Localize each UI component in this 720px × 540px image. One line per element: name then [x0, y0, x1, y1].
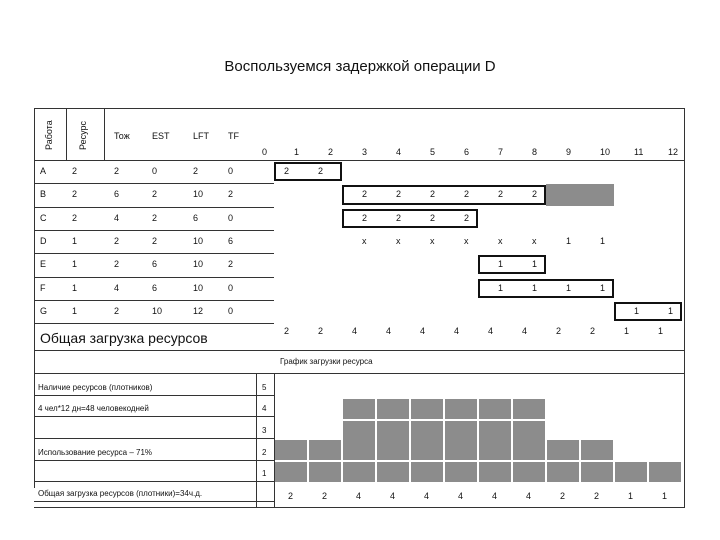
load-bar-cell — [343, 440, 375, 460]
load-bar-cell — [615, 462, 647, 482]
load-bar-cell — [445, 421, 477, 441]
total-load-value: 4 — [454, 326, 460, 336]
row-est: 6 — [152, 282, 158, 293]
cell-mark: 2 — [396, 189, 402, 200]
row-est: 2 — [152, 235, 158, 246]
cell-mark: 1 — [498, 282, 504, 293]
row-resource: 1 — [72, 259, 78, 270]
total-load-divider — [34, 350, 684, 351]
load-bar-cell — [377, 399, 409, 419]
chart-row-divider — [34, 395, 274, 396]
row-lft: 10 — [193, 259, 204, 270]
load-bar-cell — [581, 440, 613, 460]
row-tf: 0 — [228, 166, 234, 176]
chart-bottom-value: 1 — [628, 491, 634, 501]
day-label: 1 — [294, 147, 300, 157]
chart-label: 4 чел*12 дн=48 человекодней — [38, 404, 149, 413]
load-bar-cell — [275, 440, 307, 460]
day-label: 7 — [498, 147, 504, 157]
chart-level: 1 — [262, 469, 267, 478]
day-label: 9 — [566, 147, 572, 157]
load-bar-cell — [411, 421, 443, 441]
chart-bottom-value: 2 — [288, 491, 294, 501]
load-bar-cell — [445, 399, 477, 419]
chart-bottom-value: 4 — [424, 491, 430, 501]
header-est: EST — [152, 131, 170, 141]
row-job: A — [40, 166, 47, 176]
load-bar-cell — [479, 440, 511, 460]
row-divider — [34, 253, 274, 254]
header-resource: Ресурс — [78, 120, 88, 150]
chart-bottom-value: 2 — [594, 491, 600, 501]
row-duration: 2 — [114, 305, 120, 316]
cell-mark: 2 — [464, 212, 470, 223]
chart-bottom-value: 4 — [356, 491, 362, 501]
table-left-border — [34, 108, 35, 488]
load-bar-cell — [275, 462, 307, 482]
chart-row-divider — [34, 481, 274, 482]
header-job: Работа — [44, 120, 54, 150]
cell-mark: x — [498, 235, 503, 246]
row-est: 10 — [152, 305, 163, 316]
load-bar-cell — [343, 421, 375, 441]
row-resource: 2 — [72, 166, 78, 176]
row-est: 2 — [152, 212, 158, 223]
row-divider — [34, 183, 274, 184]
shaded-cell-b — [546, 184, 614, 205]
day-label: 2 — [328, 147, 334, 157]
cell-mark: 2 — [318, 166, 324, 176]
page-title: Воспользуемся задержкой операции D — [224, 58, 496, 75]
row-divider — [34, 277, 274, 278]
cell-mark: 2 — [498, 189, 504, 200]
load-bar-cell — [547, 440, 579, 460]
load-bar-cell — [377, 421, 409, 441]
chart-bottom-value: 4 — [492, 491, 498, 501]
chart-bottom-value: 1 — [662, 491, 668, 501]
row-duration: 2 — [114, 235, 120, 246]
chart-bottom-value: 2 — [322, 491, 328, 501]
total-load-value: 4 — [352, 326, 358, 336]
load-bar-cell — [479, 421, 511, 441]
row-resource: 1 — [72, 305, 78, 316]
load-bar-cell — [411, 462, 443, 482]
frame-f — [478, 279, 614, 298]
total-load-label: Общая загрузка ресурсов — [40, 330, 208, 346]
chart-label: Общая загрузка ресурсов (плотники)=34ч.д. — [38, 489, 203, 498]
cell-mark: 2 — [430, 189, 436, 200]
chart-row-divider — [34, 416, 274, 417]
row-lft: 10 — [193, 282, 204, 293]
row-tf: 0 — [228, 282, 234, 293]
cell-mark: 1 — [600, 235, 606, 246]
row-job: D — [40, 235, 47, 246]
frame-c — [342, 209, 478, 228]
row-est: 2 — [152, 189, 158, 200]
cell-mark: x — [430, 235, 435, 246]
cell-mark: 1 — [498, 259, 504, 270]
load-bar-cell — [343, 399, 375, 419]
chart-row-divider — [34, 501, 274, 502]
total-load-value: 2 — [556, 326, 562, 336]
load-bar-cell — [479, 399, 511, 419]
total-load-value: 4 — [522, 326, 528, 336]
load-bar-cell — [547, 462, 579, 482]
cell-mark: 1 — [532, 259, 538, 270]
day-label: 0 — [262, 147, 268, 157]
cell-mark: 1 — [532, 282, 538, 293]
cell-mark: 2 — [464, 189, 470, 200]
row-job: C — [40, 212, 47, 223]
cell-mark: x — [396, 235, 401, 246]
row-duration: 4 — [114, 282, 120, 293]
chart-label: Использование ресурса – 71% — [38, 448, 152, 457]
day-label: 6 — [464, 147, 470, 157]
row-job: F — [40, 282, 46, 293]
row-duration: 2 — [114, 259, 120, 270]
row-divider — [34, 300, 274, 301]
load-bar-cell — [649, 462, 681, 482]
cell-mark: 2 — [430, 212, 436, 223]
chart-caption: График загрузки ресурса — [280, 357, 373, 366]
row-est: 6 — [152, 259, 158, 270]
total-load-value: 4 — [420, 326, 426, 336]
day-label: 5 — [430, 147, 436, 157]
cell-mark: 1 — [600, 282, 606, 293]
row-tf: 6 — [228, 235, 234, 246]
load-bar-cell — [343, 462, 375, 482]
chart-row-divider — [34, 438, 274, 439]
header-divider — [104, 108, 105, 160]
cell-mark: 2 — [362, 189, 368, 200]
row-resource: 1 — [72, 282, 78, 293]
day-label: 12 — [668, 147, 679, 157]
cell-mark: 2 — [396, 212, 402, 223]
load-bar-cell — [479, 462, 511, 482]
row-est: 0 — [152, 166, 158, 176]
day-label: 4 — [396, 147, 402, 157]
cell-mark: x — [464, 235, 469, 246]
load-bar-cell — [309, 462, 341, 482]
row-lft: 6 — [193, 212, 199, 223]
load-bar-cell — [309, 440, 341, 460]
cell-mark: 1 — [566, 235, 572, 246]
chart-bottom-line — [34, 507, 684, 508]
row-job: E — [40, 259, 47, 270]
total-load-value: 1 — [658, 326, 664, 336]
row-resource: 2 — [72, 189, 78, 200]
chart-top-line — [34, 373, 684, 374]
total-load-value: 1 — [624, 326, 630, 336]
frame-b — [342, 185, 546, 204]
row-resource: 2 — [72, 212, 78, 223]
day-label: 11 — [634, 147, 644, 157]
load-bar-cell — [513, 421, 545, 441]
load-bar-cell — [513, 462, 545, 482]
total-load-value: 4 — [488, 326, 494, 336]
row-tf: 2 — [228, 189, 234, 200]
cell-mark: 2 — [532, 189, 538, 200]
day-label: 3 — [362, 147, 368, 157]
day-label: 8 — [532, 147, 538, 157]
row-duration: 6 — [114, 189, 120, 200]
header-lft: LFT — [193, 131, 210, 141]
frame-g — [614, 302, 682, 321]
chart-level: 2 — [262, 448, 267, 457]
row-divider — [34, 230, 274, 231]
cell-mark: x — [532, 235, 537, 246]
cell-mark: 1 — [566, 282, 572, 293]
cell-mark: x — [362, 235, 367, 246]
day-label: 10 — [600, 147, 611, 157]
chart-label: Наличие ресурсов (плотников) — [38, 383, 153, 392]
row-tf: 2 — [228, 259, 234, 270]
row-job: G — [40, 305, 48, 316]
header-tf: TF — [228, 131, 239, 141]
total-load-value: 2 — [284, 326, 290, 336]
chart-level: 3 — [262, 426, 267, 435]
row-duration: 2 — [114, 166, 120, 176]
row-tf: 0 — [228, 305, 234, 316]
load-bar-cell — [411, 399, 443, 419]
cell-mark: 2 — [362, 212, 368, 223]
load-bar-cell — [411, 440, 443, 460]
table-right-border — [684, 108, 685, 508]
load-bar-cell — [513, 399, 545, 419]
chart-level: 4 — [262, 404, 267, 413]
load-bar-cell — [513, 440, 545, 460]
chart-bottom-value: 4 — [458, 491, 464, 501]
cell-mark: 1 — [634, 305, 640, 316]
load-bar-cell — [377, 440, 409, 460]
chart-level: 5 — [262, 383, 267, 392]
header-t: Тож — [114, 131, 130, 141]
row-divider — [34, 207, 274, 208]
header-bottom-line — [34, 160, 684, 161]
cell-mark: 2 — [284, 166, 290, 176]
total-load-value: 4 — [386, 326, 392, 336]
cell-mark: 1 — [668, 305, 674, 316]
row-lft: 12 — [193, 305, 204, 316]
total-load-value: 2 — [318, 326, 324, 336]
table-top-border — [34, 108, 684, 109]
row-resource: 1 — [72, 235, 78, 246]
row-divider — [34, 323, 274, 324]
load-bar-cell — [445, 462, 477, 482]
load-bar-cell — [377, 462, 409, 482]
row-lft: 10 — [193, 235, 204, 246]
load-bar-cell — [445, 440, 477, 460]
frame-a — [274, 162, 342, 181]
chart-bottom-value: 2 — [560, 491, 566, 501]
row-lft: 2 — [193, 166, 199, 176]
row-duration: 4 — [114, 212, 120, 223]
chart-bottom-value: 4 — [526, 491, 532, 501]
row-tf: 0 — [228, 212, 234, 223]
load-bar-cell — [581, 462, 613, 482]
frame-e — [478, 255, 546, 274]
row-job: B — [40, 189, 47, 200]
header-divider — [66, 108, 67, 160]
row-lft: 10 — [193, 189, 204, 200]
chart-row-divider — [34, 460, 274, 461]
total-load-value: 2 — [590, 326, 596, 336]
chart-bottom-value: 4 — [390, 491, 396, 501]
chart-label-divider — [256, 373, 257, 508]
